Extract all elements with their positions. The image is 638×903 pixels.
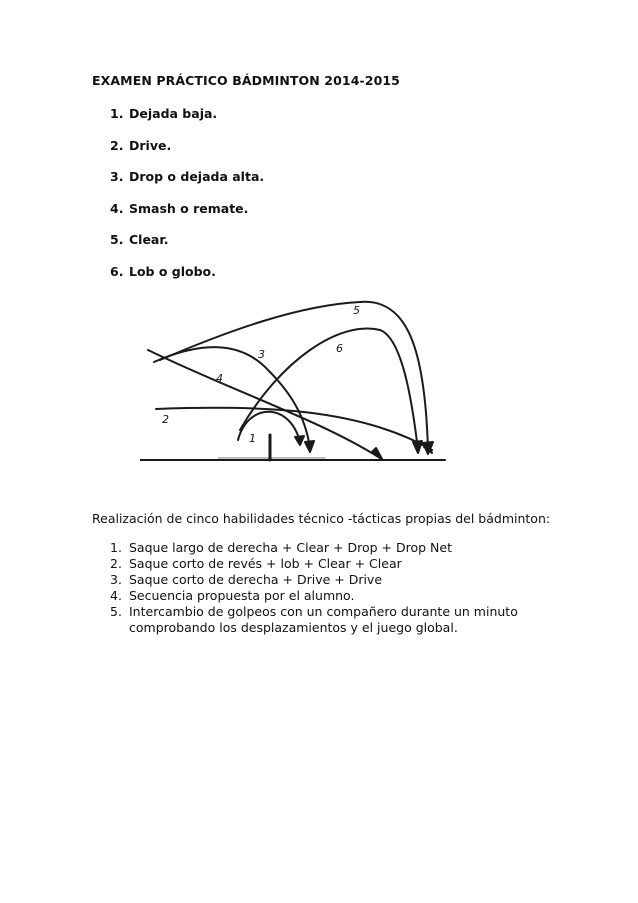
arrowhead-4 <box>372 448 382 459</box>
stroke-number: 1. <box>110 106 124 121</box>
task-text: Saque corto de derecha + Drive + Drive <box>129 572 383 587</box>
trajectory-label-2: 2 <box>162 413 169 426</box>
task-item <box>110 588 354 603</box>
stroke-number: 4. <box>110 201 124 216</box>
task-number: 2. <box>110 556 122 571</box>
stroke-item <box>110 138 171 153</box>
trajectory-label-5: 5 <box>353 304 360 317</box>
task-item <box>110 540 452 555</box>
trajectory-label-3: 3 <box>258 348 265 361</box>
stroke-label: Drive. <box>129 138 172 153</box>
task-item <box>110 556 402 571</box>
trajectory-diagram <box>140 290 450 470</box>
trajectory-label-6: 6 <box>336 342 343 355</box>
stroke-label: Drop o dejada alta. <box>129 169 265 184</box>
task-number: 4. <box>110 588 122 603</box>
stroke-number: 2. <box>110 138 124 153</box>
page-title: EXAMEN PRÁCTICO BÁDMINTON 2014-2015 <box>92 73 400 88</box>
task-text: Intercambio de golpeos con un compañero durante un minuto <box>129 604 518 619</box>
stroke-label: Dejada baja. <box>129 106 218 121</box>
stroke-label: Clear. <box>129 232 169 247</box>
task-text: Saque corto de revés + lob + Clear + Clear <box>129 556 402 571</box>
task-number: 3. <box>110 572 122 587</box>
stroke-label: Smash o remate. <box>129 201 249 216</box>
stroke-item <box>110 264 216 279</box>
stroke-item <box>110 106 217 121</box>
stroke-number: 6. <box>110 264 124 279</box>
task-text: Secuencia propuesta por el alumno. <box>129 588 355 603</box>
task-text-continuation: comprobando los desplazamientos y el juego global. <box>129 620 458 635</box>
stroke-item <box>110 169 264 184</box>
stroke-label: Lob o globo. <box>129 264 216 279</box>
task-number: 5. <box>110 604 122 619</box>
trajectory-label-1: 1 <box>249 432 256 445</box>
trajectory-3 <box>154 347 310 448</box>
stroke-number: 5. <box>110 232 124 247</box>
stroke-item <box>110 232 169 247</box>
task-text: Saque largo de derecha + Clear + Drop + Drop Net <box>129 540 452 555</box>
arrowhead-6 <box>413 441 422 453</box>
task-item <box>110 604 518 619</box>
task-item <box>110 572 382 587</box>
stroke-number: 3. <box>110 169 124 184</box>
task-number: 1. <box>110 540 122 555</box>
arrowhead-1 <box>295 436 304 445</box>
arrowhead-3 <box>305 441 314 452</box>
intro-text: Realización de cinco habilidades técnico -tácticas propias del bádminton: <box>92 511 551 526</box>
stroke-item <box>110 201 248 216</box>
trajectory-label-4: 4 <box>216 372 223 385</box>
